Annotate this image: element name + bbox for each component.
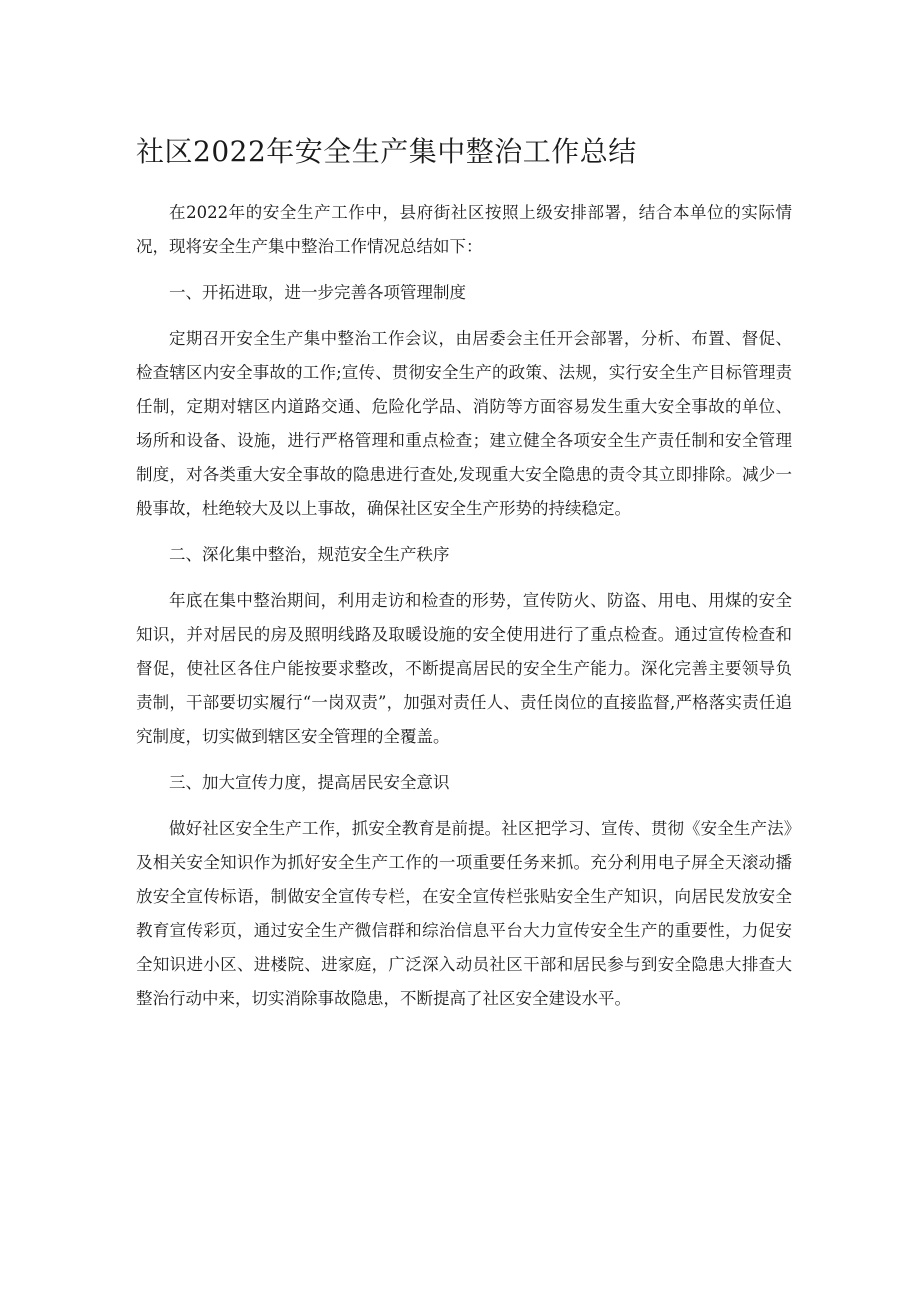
document-body bbox=[136, 196, 792, 1016]
document-title: 社区2022年安全生产集中整治工作总结 bbox=[136, 135, 637, 168]
intro-paragraph: 在2022年的安全生产工作中，县府街社区按照上级安排部署，结合本单位的实际情况，现将安全生产集中整治工作情况总结如下： bbox=[136, 203, 792, 256]
section-paragraph-3: 做好社区安全生产工作，抓安全教育是前提。社区把学习、宣传、贯彻《安全生产法》及相关安全知识作为抓好安全生产工作的一项重要任务来抓。充分利用电子屏全天滚动播放安全宣传标语，制做安全宣传专栏，在安全宣传栏张贴安全生产知识，向居民发放安全教育宣传彩页，通过安全生产微信群和综治信息平台大力宣传安全生产的重要性，力促安全知识进小区、进楼院、进家庭，广泛深入动员社区干部和居民参与到安全隐患大排查大整治行动中来，切实消除事故隐患，不断提高了社区安全建设水平。 bbox=[136, 819, 792, 1008]
section-heading-1: 一、开拓进取，进一步完善各项管理制度 bbox=[169, 283, 466, 302]
section-paragraph-1: 定期召开安全生产集中整治工作会议，由居委会主任开会部署，分析、布置、督促、检查辖区内安全事故的工作;宣传、贯彻安全生产的政策、法规，实行安全生产目标管理责任制，定期对辖区内道路交通、危险化学品、消防等方面容易发生重大安全事故的单位、场所和设备、设施，进行严格管理和重点检查；建立健全各项安全生产责任制和安全管理制度，对各类重大安全事故的隐患进行查处,发现重大安全隐患的责令其立即排除。减少一般事故，杜绝较大及以上事故，确保社区安全生产形势的持续稳定。 bbox=[136, 329, 792, 518]
section-paragraph-2: 年底在集中整治期间，利用走访和检查的形势，宣传防火、防盗、用电、用煤的安全知识，并对居民的房及照明线路及取暖设施的安全使用进行了重点检查。通过宣传检查和督促，使社区各住户能按要求整改，不断提高居民的安全生产能力。深化完善主要领导负责制，干部要切实履行“一岗双责”，加强对责任人、责任岗位的直接监督,严格落实责任追究制度，切实做到辖区安全管理的全覆盖。 bbox=[136, 591, 792, 746]
section-heading-2: 二、深化集中整治，规范安全生产秩序 bbox=[169, 545, 450, 564]
section-heading-3: 三、加大宣传力度，提高居民安全意识 bbox=[169, 773, 450, 792]
